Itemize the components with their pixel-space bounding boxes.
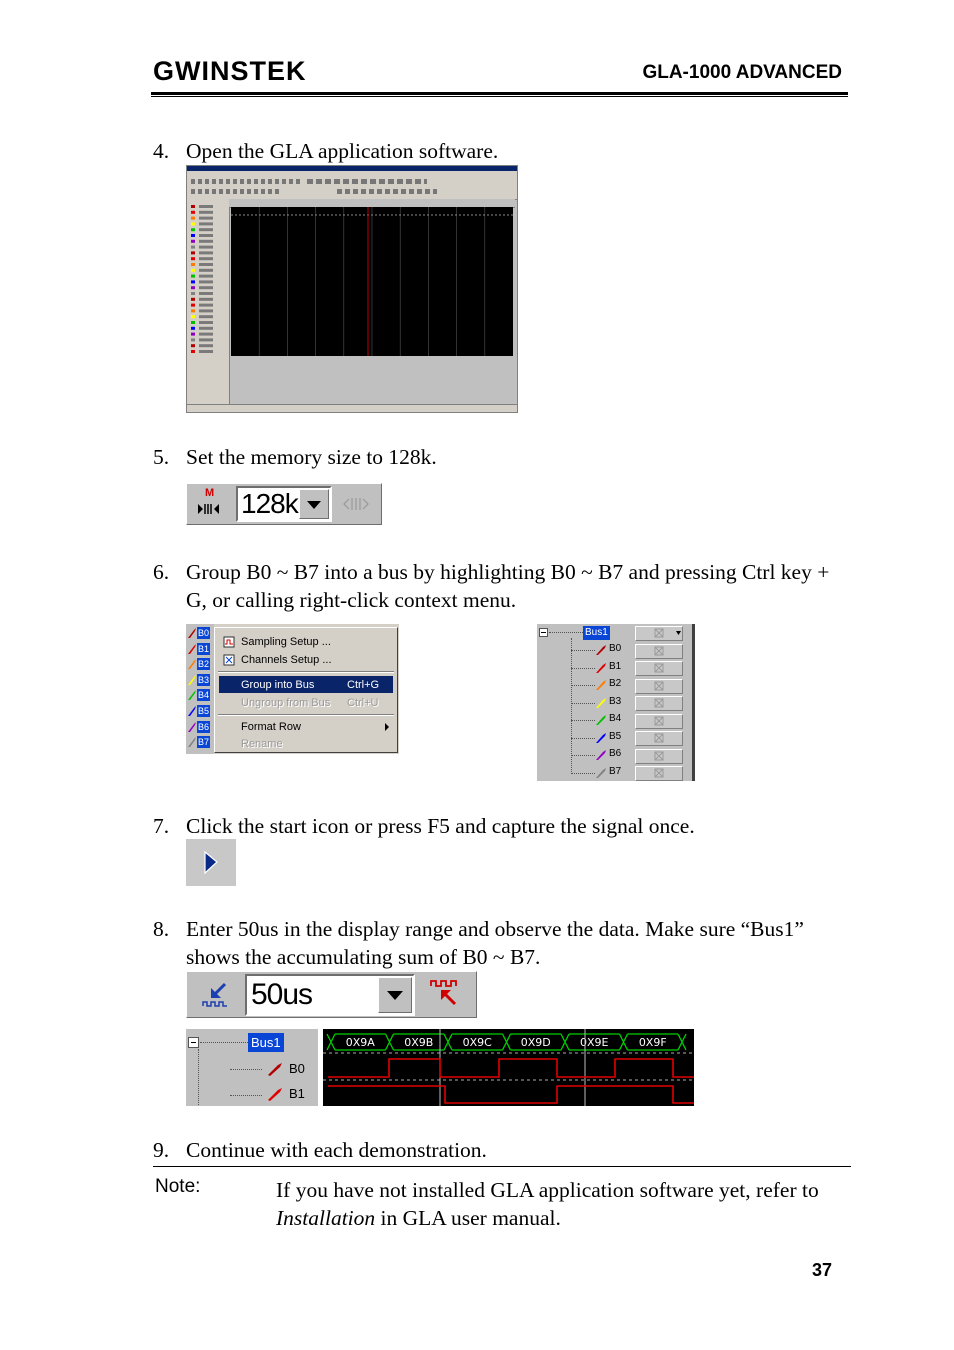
channel-label: B5 (198, 706, 210, 716)
menu-item-ungroup-from-bus: Ungroup from Bus (241, 697, 331, 709)
bus-label[interactable]: Bus1 (248, 1033, 284, 1052)
chevron-right-icon (384, 723, 390, 731)
channel-label: B0 (198, 628, 210, 638)
app-toolbars (187, 175, 517, 200)
probe-icon (595, 749, 607, 761)
bus-value-cell (635, 679, 683, 694)
tree-line (571, 668, 595, 669)
memory-size-select[interactable] (236, 486, 332, 522)
channel-label[interactable]: B3 (609, 695, 622, 707)
tree-line (571, 738, 595, 739)
step-number: 5. (153, 445, 170, 469)
chevron-down-icon (300, 490, 328, 518)
display-range-select[interactable] (245, 974, 415, 1016)
bus-label[interactable]: Bus1 (585, 627, 608, 638)
memory-arrows-icon (197, 502, 227, 516)
channel-list-markers (187, 199, 229, 359)
tree-line (549, 632, 583, 633)
start-button[interactable] (186, 839, 236, 886)
probe-icon (595, 732, 607, 744)
sampling-setup-icon (223, 636, 235, 648)
bus-value-label: 0X9D (520, 1036, 551, 1049)
tree-collapse-icon[interactable] (188, 1037, 199, 1048)
memory-size-toolbar (186, 483, 382, 525)
bus-value-label: 0X9F (638, 1036, 667, 1049)
channel-label: B1 (198, 643, 210, 654)
bus-value-cell (635, 766, 683, 781)
bus-value-cell (635, 661, 683, 676)
bus-value-column (635, 624, 687, 781)
bus-value-label: 0X9E (580, 1036, 609, 1049)
menu-separator (218, 714, 394, 716)
probe-icon (595, 714, 607, 726)
bus-value-label: 0X9A (345, 1036, 375, 1049)
probe-icon (187, 627, 197, 639)
tree-line (198, 1049, 199, 1105)
step-number: 8. (153, 917, 170, 941)
probe-icon (187, 658, 197, 670)
empty-cell-icon (636, 645, 682, 658)
b0-signal (328, 1059, 694, 1077)
note-text-before: If you have not installed GLA application software yet, refer to (276, 1178, 819, 1202)
probe-icon (595, 697, 607, 709)
empty-cell-icon (636, 697, 682, 710)
b1-signal (328, 1086, 694, 1103)
document-title: GLA-1000 ADVANCED (642, 62, 842, 83)
chevron-down-icon (379, 978, 411, 1012)
step-number: 6. (153, 560, 170, 584)
channel-label[interactable]: B4 (609, 713, 622, 724)
step-text: Set the memory size to 128k. (186, 445, 437, 469)
tree-line (571, 638, 572, 774)
step-text: Group B0 ~ B7 into a bus by highlighting B0 ~ B7 and pressing Ctrl key + G, or calling right-click context menu. (186, 560, 830, 612)
bus-value-label: 0X9B (404, 1036, 434, 1049)
display-range-dropdown-button[interactable] (378, 977, 412, 1013)
memory-m-label: M (205, 487, 215, 499)
tree-line (230, 1069, 262, 1070)
empty-cell-icon (636, 715, 682, 728)
context-menu (214, 627, 398, 753)
tree-line (571, 685, 595, 686)
menu-item-sampling-setup[interactable]: Sampling Setup ... (241, 636, 331, 648)
bus-value-cell (635, 696, 683, 711)
bus-value-cell (635, 731, 683, 746)
probe-icon (595, 679, 607, 691)
page-number: 37 (812, 1260, 833, 1280)
probe-icon (187, 736, 197, 748)
step-text: Click the start icon or press F5 and capture the signal once. (186, 814, 695, 838)
step-text: Open the GLA application software. (186, 139, 499, 163)
tree-line (230, 1095, 262, 1096)
waveform-grid (231, 207, 513, 356)
app-status-bar (187, 404, 517, 413)
probe-icon (187, 643, 197, 655)
bus-value-cell (635, 714, 683, 729)
empty-cell-icon (636, 627, 682, 640)
note-installation-ref: Installation (276, 1206, 376, 1230)
bus-waveform-svg (323, 1029, 694, 1106)
channel-label: B3 (198, 674, 210, 685)
menu-separator (218, 671, 394, 673)
probe-icon (187, 674, 197, 686)
play-icon (186, 839, 236, 886)
probe-icon (595, 644, 607, 656)
note-text (276, 1176, 846, 1232)
display-range-value: 50us (251, 978, 313, 1011)
bus-value-cell (635, 626, 683, 641)
trigger-zoom-button[interactable] (427, 976, 471, 1014)
channel-label: B4 (198, 690, 210, 701)
note-label: Note: (155, 1176, 201, 1197)
context-menu-screenshot (186, 624, 399, 754)
empty-cell-icon (636, 732, 682, 745)
empty-cell-icon (636, 680, 682, 693)
app-channel-list (187, 199, 230, 404)
bus-value-label: 0X9C (462, 1036, 492, 1049)
tree-line (571, 773, 595, 774)
bus-hex-outline (327, 1034, 686, 1050)
probe-icon (595, 662, 607, 674)
channel-label[interactable]: B2 (609, 678, 622, 689)
menu-item-group-into-bus[interactable]: Group into Bus (241, 679, 315, 691)
step-number: 7. (153, 814, 170, 838)
gwinstek-logo: GWINSTEK (153, 56, 307, 86)
channel-label[interactable]: B5 (609, 730, 622, 742)
step-number: 9. (153, 1138, 170, 1162)
probe-b0-icon (266, 1061, 286, 1077)
bus-tree-screenshot (537, 624, 695, 781)
bus-waveform-labels (186, 1029, 318, 1106)
channel-column (186, 624, 214, 754)
probe-icon (187, 689, 197, 701)
menu-item-format-row[interactable]: Format Row (241, 721, 301, 733)
header-rule-thin (151, 96, 848, 97)
zoom-fit-icon (191, 976, 241, 1014)
tree-collapse-icon[interactable] (539, 628, 548, 637)
tree-line (200, 1042, 248, 1043)
memory-size-dropdown-button[interactable] (299, 489, 329, 519)
menu-shortcut: Ctrl+U (347, 697, 379, 709)
empty-cell-icon (636, 767, 682, 780)
trigger-zoom-icon (427, 976, 471, 1014)
display-range-toolbar (186, 971, 477, 1018)
step-text: Continue with each demonstration. (186, 1138, 487, 1162)
menu-shortcut: Ctrl+G (347, 679, 380, 691)
step-text: Enter 50us in the display range and observe the data. Make sure “Bus1” shows the accumulating sum of B0 ~ B7. (186, 917, 804, 969)
bus-value-cell (635, 749, 683, 764)
header-rule (151, 92, 848, 95)
memory-disabled-icon (339, 490, 375, 518)
channel-label[interactable]: B0 (609, 643, 622, 654)
probe-icon (187, 705, 197, 717)
menu-item-channels-setup[interactable]: Channels Setup ... (241, 654, 332, 666)
waveform-display (231, 207, 513, 356)
menu-item-rename: Rename (241, 738, 283, 750)
tree-line (571, 755, 595, 756)
empty-cell-icon (636, 662, 682, 675)
note-rule (153, 1166, 851, 1167)
memory-size-icon[interactable] (189, 486, 233, 522)
channel-label-b0: B0 (289, 1061, 305, 1076)
memory-size-value: 128k (241, 488, 298, 519)
tree-line (571, 650, 595, 651)
channel-label: B6 (198, 721, 210, 732)
tree-line (571, 703, 595, 704)
channel-label[interactable]: B7 (609, 765, 622, 777)
bus-value-cell (635, 644, 683, 659)
channel-label[interactable]: B1 (609, 660, 622, 672)
channel-label-b1: B1 (289, 1086, 305, 1101)
probe-icon (595, 767, 607, 779)
step-number: 4. (153, 139, 170, 163)
bus-waveform-display (323, 1029, 694, 1106)
zoom-fit-button[interactable] (191, 976, 241, 1014)
disabled-arrows-icon (339, 490, 375, 518)
probe-b1-icon (266, 1086, 286, 1102)
channel-label: B2 (198, 659, 210, 670)
empty-cell-icon (636, 750, 682, 763)
probe-icon (187, 721, 197, 733)
note-text-after: in GLA user manual. (375, 1206, 561, 1230)
channels-setup-icon (223, 654, 235, 666)
channel-label[interactable]: B6 (609, 748, 622, 759)
gla-app-screenshot (186, 165, 518, 413)
tree-line (571, 720, 595, 721)
channel-label: B7 (198, 737, 210, 748)
